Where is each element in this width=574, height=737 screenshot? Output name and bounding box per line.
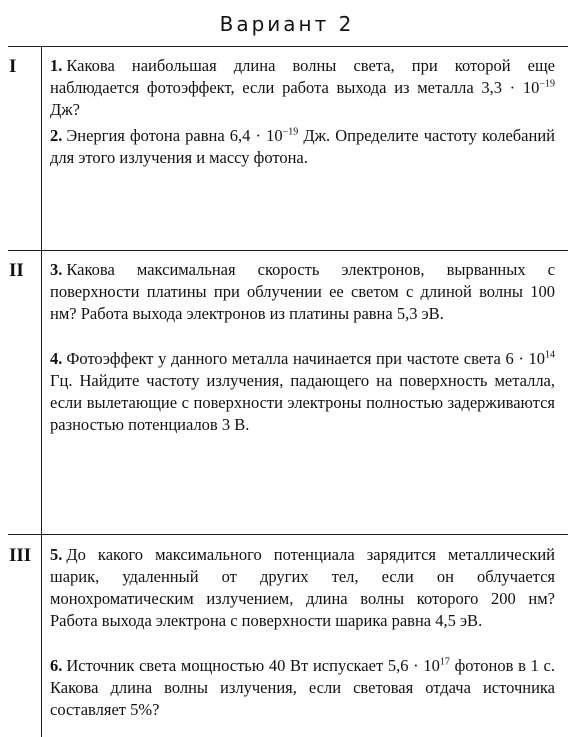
problem-number: 5.: [50, 545, 63, 564]
problem-number: 2.: [50, 126, 63, 145]
section-numeral-3: III: [9, 545, 32, 566]
problem-text-tail: Дж. Определите частоту колебаний для этого излучения и массу фотона.: [50, 126, 555, 167]
problem-exponent: 17: [439, 656, 450, 668]
problem-4: [50, 348, 555, 436]
problem-number: 1.: [50, 56, 63, 75]
problem-text-tail: Дж?: [50, 100, 80, 119]
problem-text-tail: фотонов в 1 с. Какова длина волны излучения, если световая отдача источника составляет 5%?: [50, 656, 555, 719]
problem-exponent: −19: [539, 78, 555, 90]
table-top-border: [8, 46, 568, 47]
problem-text: Какова максимальная скорость электронов, вырванных с поверхности платины при облучении ее светом с длиной волны 100 нм? Работа выхода электронов из платины равна 5,3 эВ.: [50, 260, 555, 323]
problem-exponent: −19: [282, 126, 299, 138]
column-divider: [41, 47, 42, 737]
section-divider-2: [8, 534, 568, 535]
problem-number: 6.: [50, 656, 63, 675]
problem-text: До какого максимального потенциала зарядится металлический шарик, удаленный от других тел, если он облучается монохроматическим излучением, длина волны которого 200 нм? Работа выхода электрона с поверхности шарика равна 4,5 эВ.: [50, 545, 555, 630]
problem-6: [50, 655, 555, 721]
page-title: Вариант 2: [219, 12, 355, 36]
section-numeral-1: I: [9, 56, 17, 77]
problem-5: [50, 544, 555, 632]
problem-text: Какова наибольшая длина волны света, при которой еще наблюдается фотоэффект, если работа выхода из металла 3,3 · 10: [50, 56, 555, 97]
section-numeral-2: II: [9, 260, 24, 281]
problem-3: [50, 259, 555, 325]
problem-text-tail: Гц. Найдите частоту излучения, падающего на поверхность металла, если вылетающие с поверхности электроны полностью задерживаются разностью потенциалов 3 В.: [50, 371, 555, 434]
problem-text: Энергия фотона равна 6,4 · 10: [66, 126, 283, 145]
problem-number: 4.: [50, 349, 63, 368]
problem-text: Источник света мощностью 40 Вт испускает 5,6 · 10: [66, 656, 440, 675]
problem-number: 3.: [50, 260, 63, 279]
problem-exponent: 14: [545, 349, 555, 361]
section-divider-1: [8, 250, 568, 251]
problem-text: Фотоэффект у данного металла начинается при частоте света 6 · 10: [66, 349, 545, 368]
problem-2: [50, 125, 555, 169]
problem-1: [50, 55, 555, 121]
